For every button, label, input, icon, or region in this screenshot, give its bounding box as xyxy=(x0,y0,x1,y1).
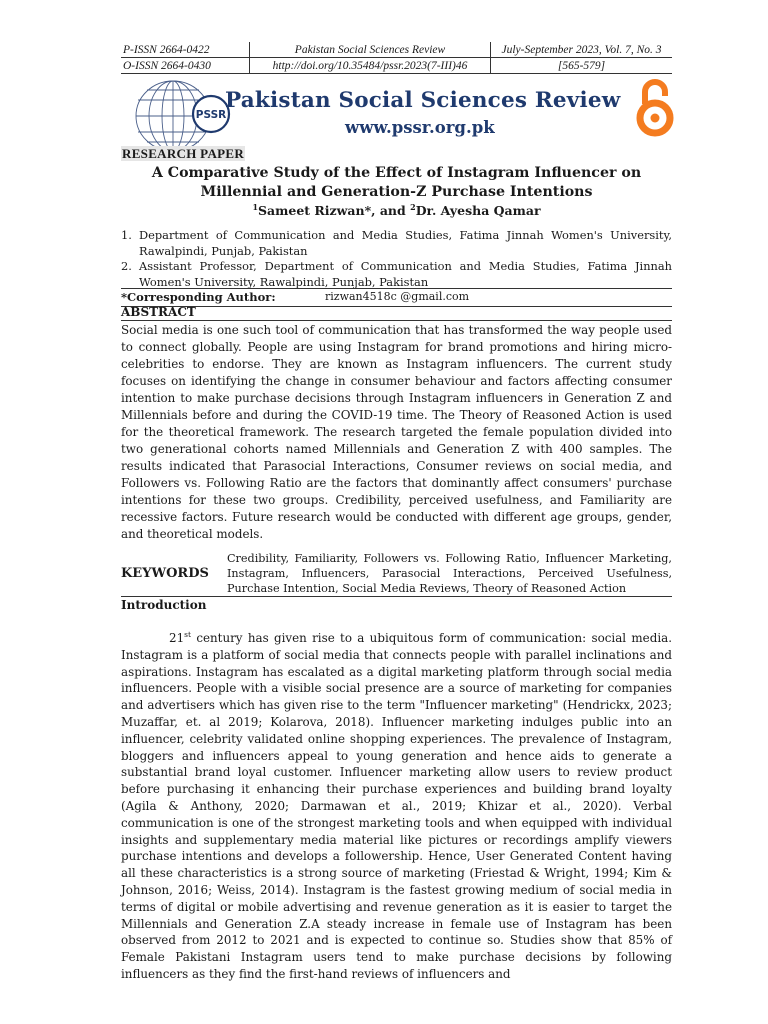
paper-type: RESEARCH PAPER xyxy=(122,146,245,161)
journal-masthead-title: Pakistan Social Sciences Review xyxy=(225,88,621,113)
keywords-list: Credibility, Familiarity, Followers vs. Following Ratio, Influencer Marketing, Instagram, Influencers, Parasocial Interactions, Perceived Usefulness, Purchase Intention, Social Media Reviews, Theory of Reasoned Action xyxy=(227,552,672,595)
masthead xyxy=(121,74,672,156)
keywords-row xyxy=(121,550,672,597)
keywords-label: KEYWORDS xyxy=(121,566,209,581)
author-list: $^1$Sameet Rizwan*, and $^2$Dr. Ayesha Qamar xyxy=(252,202,541,219)
journal-website[interactable]: www.pssr.org.pk xyxy=(345,118,495,137)
paper-title xyxy=(121,164,672,202)
corresponding-email[interactable]: rizwan4518c @gmail.com xyxy=(325,290,470,303)
online-issn: O-ISSN 2664-0430 xyxy=(121,58,250,74)
doi-link[interactable]: http://doi.org/10.35484/pssr.2023(7-III)46 xyxy=(250,58,491,74)
journal-header xyxy=(121,42,672,74)
author-1: Sameet Rizwan*, and xyxy=(258,203,411,219)
affiliation-item: 2. Assistant Professor, Department of Communication and Media Studies, Fatima Jinnah Women's University, Rawalpindi, Punjab, Pakistan xyxy=(121,259,672,289)
open-access-icon xyxy=(631,74,679,138)
abstract-text: Social media is one such tool of communication that has transformed the way people used to connect globally. People are using Instagram for brand promotions and hiring micro-celebrities to endorse. They are known as Instagram influencers. The current study focuses on identifying the change in consumer behaviour and factors affecting consumer intention to make purchase decisions through Instagram influencers in Generation Z and Millennials before and during the COVID-19 time. The Theory of Reasoned Action is used for the theoretical framework. The research targeted the female population divided into two generational cohorts named Millennials and Generation Z with 400 samples. The results indicated that Parasocial Interactions, Consumer reviews on social media, and Followers vs. Following Ratio are the factors that dominantly affect consumers' purchase intentions for these two groups. Credibility, perceived usefulness, and Familiarity are recessive factors. Future research would be conducted with different age groups, gender, and theoretical models. xyxy=(121,323,672,541)
introduction-paragraph: 21st century has given rise to a ubiquitous form of communication: social media. Instagram is a platform of social media that connects people with parallel inclinations and aspirations. Instagram has escalated as a digital marketing platform through social media influencers. People with a visible social presence are a source of marketing for companies and advertisers which has given rise to the term "Influencer marketing" (Hendrickx, 2023; Muzaffar, et. al 2019; Kolarova, 2018). Influencer marketing indulges public into an influencer, celebrity validated online shopping experiences. The prevalence of Instagram, bloggers and influencers appeal to young generation and hence aids to generate a substantial brand loyal customer. Influencer marketing allow users to review product before purchasing it enhancing their purchase experiences and building brand loyalty (Agila & Anthony, 2020; Darmawan et al., 2019; Khizar et al., 2020). Verbal communication is one of the strongest marketing tools and when equipped with individual insights and supplementary media material like pictures or recordings amplify viewers purchase intentions and develops a followership. Hence, User Generated Content having all these characteristics is a strong source of marketing (Friestad & Wright, 1994; Kim & Johnson, 2016; Weiss, 2014). Instagram is the fastest growing medium of social media in terms of digital or mobile advertising and revenue generation as it is easier to target the Millennials and Generation Z.A steady increase in female use of Instagram has been observed from 2012 to 2021 and is expected to continue so. Studies show that 85% of Female Pakistani Instagram users tend to make purchase decisions by following influencers as they find the first-hand reviews of influencers and xyxy=(121,630,672,981)
journal-name: Pakistan Social Sciences Review xyxy=(250,42,491,58)
affiliations xyxy=(121,228,672,290)
abstract-heading: ABSTRACT xyxy=(121,305,672,321)
page-range: [565-579] xyxy=(491,58,673,74)
pssr-globe-logo xyxy=(133,78,231,154)
issue-info: July-September 2023, Vol. 7, No. 3 xyxy=(491,42,673,58)
affiliation-item: 1. Department of Communication and Media Studies, Fatima Jinnah Women's University, Rawalpindi, Punjab, Pakistan xyxy=(121,228,672,258)
title-line-1: A Comparative Study of the Effect of Instagram Influencer on xyxy=(151,165,642,181)
corresponding-author-label: *Corresponding Author: xyxy=(121,290,276,304)
paper-page xyxy=(121,42,672,981)
print-issn: P-ISSN 2664-0422 xyxy=(121,42,250,58)
title-line-2: Millennial and Generation-Z Purchase Intentions xyxy=(200,184,593,200)
pssr-logo-text: PSSR xyxy=(195,109,227,121)
section-heading: Introduction xyxy=(121,598,207,612)
author-2: Dr. Ayesha Qamar xyxy=(415,203,541,219)
